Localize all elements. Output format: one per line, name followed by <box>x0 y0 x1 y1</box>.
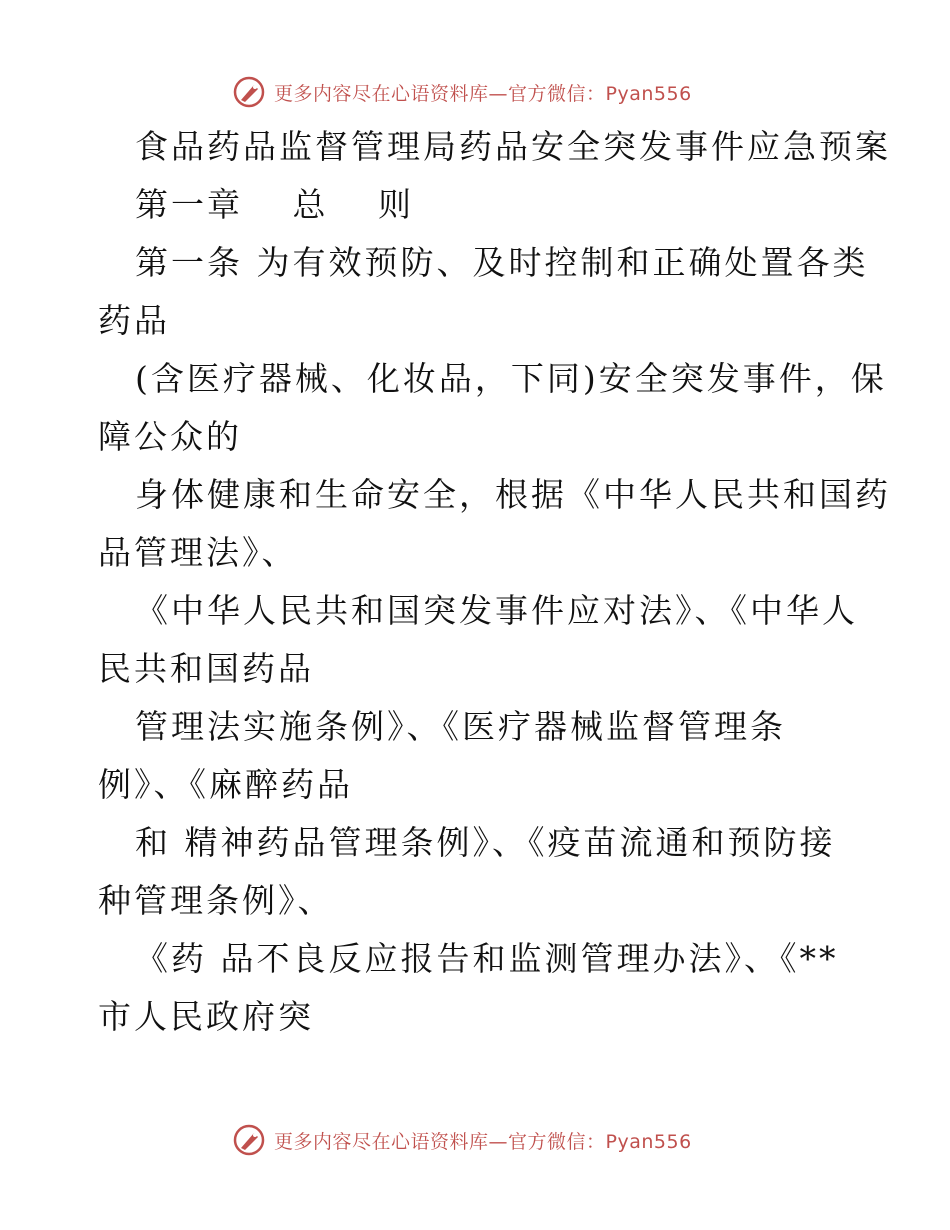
paragraph-line: 障公众的 <box>98 417 242 456</box>
paragraph-line: 市人民政府突 <box>98 997 314 1036</box>
paragraph-line: 身体健康和生命安全，根据《中华人民共和国药 <box>135 475 891 514</box>
paragraph-line: 和 精神药品管理条例》、《疫苗流通和预防接 <box>135 823 836 862</box>
paragraph-line: (含医疗器械、化妆品，下同)安全突发事件，保 <box>135 359 887 398</box>
paragraph-line: 民共和国药品 <box>98 649 314 688</box>
paragraph-line: 种管理条例》、 <box>98 881 334 920</box>
paragraph-line: 《药 品不良反应报告和监测管理办法》、《** <box>135 939 839 978</box>
document-title: 食品药品监督管理局药品安全突发事件应急预案 <box>135 127 891 166</box>
paragraph-line: 药品 <box>98 301 170 340</box>
watermark-text: 更多内容尽在心语资料库—官方微信：Pyan556 <box>274 82 692 105</box>
paragraph-line: 第一条 为有效预防、及时控制和正确处置各类 <box>135 243 869 282</box>
paragraph-line: 例》、《麻醉药品 <box>98 765 353 804</box>
watermark-footer <box>232 1120 752 1160</box>
chapter-heading: 第一章 总 则 <box>135 185 414 224</box>
pen-nib-circle-icon <box>232 75 266 109</box>
watermark-text: 更多内容尽在心语资料库—官方微信：Pyan556 <box>274 1130 692 1153</box>
paragraph-line: 《中华人民共和国突发事件应对法》、《中华人 <box>135 591 858 630</box>
watermark-header <box>232 72 752 112</box>
paragraph-line: 管理法实施条例》、《医疗器械监督管理条 <box>135 707 786 746</box>
paragraph-line: 品管理法》、 <box>98 533 298 572</box>
pen-nib-circle-icon <box>232 1123 266 1157</box>
